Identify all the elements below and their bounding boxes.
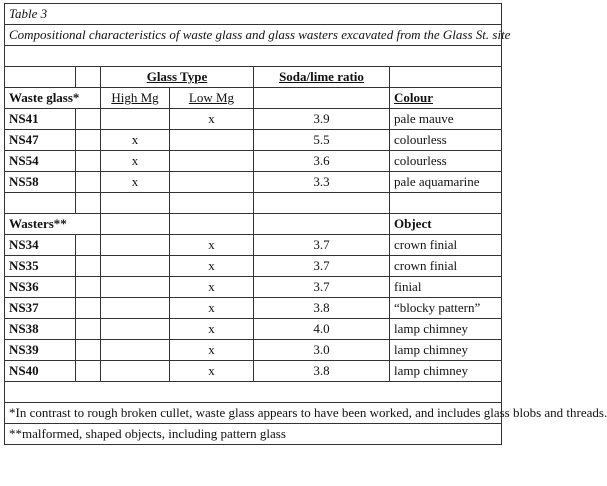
soda-lime-value: 3.9 [254,109,390,130]
blank-cell [76,277,101,298]
colour-value: colourless [390,130,502,151]
soda-lime-value: 3.7 [254,256,390,277]
blank-cell [76,151,101,172]
glass-type-header: Glass Type [101,67,254,88]
object-value: crown finial [390,256,502,277]
soda-lime-value: 3.3 [254,172,390,193]
low-mg-mark [170,172,254,193]
table-caption: Compositional characteristics of waste glass and glass wasters excavated from the Glass St. site [5,25,502,46]
table-row [5,256,502,277]
soda-lime-value: 5.5 [254,130,390,151]
high-mg-mark [101,298,170,319]
table-row [5,130,502,151]
high-mg-mark [101,109,170,130]
waste-section-header [5,88,502,109]
footnote-row [5,403,502,424]
blank-cell [76,172,101,193]
sample-id: NS37 [5,298,76,319]
caption-row [5,25,502,46]
soda-lime-value: 3.7 [254,277,390,298]
soda-lime-value: 3.0 [254,340,390,361]
low-mg-mark: x [170,340,254,361]
spacer-row [5,382,502,403]
soda-lime-value: 3.6 [254,151,390,172]
colour-header: Colour [390,88,502,109]
sample-id: NS36 [5,277,76,298]
soda-lime-value: 3.8 [254,298,390,319]
spacer-row [5,46,502,67]
sample-id: NS47 [5,130,76,151]
low-mg-mark [170,130,254,151]
colour-value: pale mauve [390,109,502,130]
footnote-row [5,424,502,445]
low-mg-mark: x [170,298,254,319]
sample-id: NS40 [5,361,76,382]
wasters-section-header [5,214,502,235]
blank-cell [76,298,101,319]
high-mg-mark [101,319,170,340]
object-value: crown finial [390,235,502,256]
low-mg-mark: x [170,277,254,298]
sample-id: NS39 [5,340,76,361]
soda-lime-value: 3.8 [254,361,390,382]
sample-id: NS41 [5,109,76,130]
object-value: finial [390,277,502,298]
high-mg-mark [101,235,170,256]
table-row [5,172,502,193]
object-value: lamp chimney [390,340,502,361]
composition-table [4,3,607,445]
high-mg-mark: x [101,172,170,193]
object-value: lamp chimney [390,319,502,340]
soda-lime-value: 4.0 [254,319,390,340]
wasters-label: Wasters** [5,214,101,235]
sample-id: NS35 [5,256,76,277]
table-row [5,277,502,298]
colour-value: pale aquamarine [390,172,502,193]
low-mg-header: Low Mg [170,88,254,109]
sample-id: NS58 [5,172,76,193]
header-row [5,67,502,88]
blank-cell [76,340,101,361]
table-row [5,319,502,340]
table-row [5,235,502,256]
high-mg-header: High Mg [101,88,170,109]
sample-id: NS54 [5,151,76,172]
section-spacer-row [5,193,502,214]
object-value: “blocky pattern” [390,298,502,319]
blank-cell [76,361,101,382]
table-row [5,298,502,319]
low-mg-mark: x [170,109,254,130]
table-row [5,361,502,382]
low-mg-mark: x [170,319,254,340]
table-label: Table 3 [5,4,502,25]
high-mg-mark [101,277,170,298]
waste-glass-label: Waste glass* [5,88,101,109]
object-header: Object [390,214,502,235]
object-value: lamp chimney [390,361,502,382]
table-label-row [5,4,502,25]
colour-value: colourless [390,151,502,172]
sample-id: NS34 [5,235,76,256]
blank-cell [76,109,101,130]
high-mg-mark [101,256,170,277]
high-mg-mark [101,361,170,382]
table-row [5,151,502,172]
blank-cell [76,235,101,256]
low-mg-mark: x [170,361,254,382]
low-mg-mark: x [170,256,254,277]
table-row [5,109,502,130]
blank-cell [76,130,101,151]
high-mg-mark [101,340,170,361]
high-mg-mark: x [101,130,170,151]
footnote-2: **malformed, shaped objects, including pattern glass [5,424,502,445]
footnote-1: *In contrast to rough broken cullet, waste glass appears to have been worked, and includes glass blobs and threads. [5,403,502,424]
soda-lime-value: 3.7 [254,235,390,256]
high-mg-mark: x [101,151,170,172]
low-mg-mark: x [170,235,254,256]
sample-id: NS38 [5,319,76,340]
blank-cell [76,319,101,340]
low-mg-mark [170,151,254,172]
table-row [5,340,502,361]
soda-lime-header: Soda/lime ratio [254,67,390,88]
blank-cell [76,256,101,277]
